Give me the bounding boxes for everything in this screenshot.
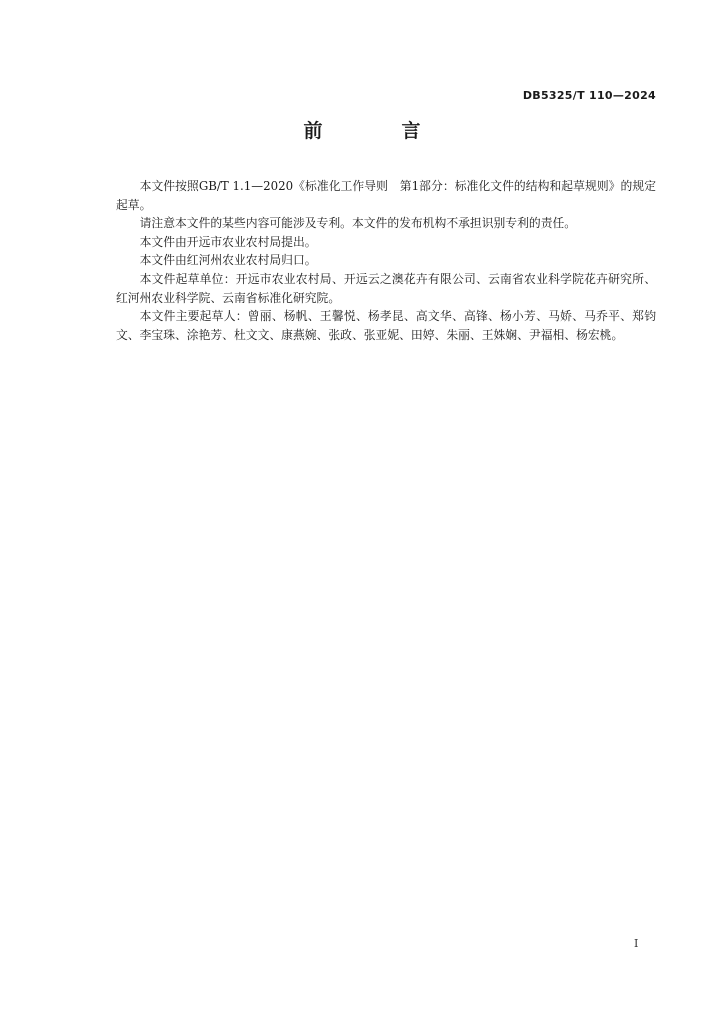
paragraph-patent-notice: 请注意本文件的某些内容可能涉及专利。本文件的发布机构不承担识别专利的责任。 [139,216,577,231]
paragraph-drafting-rules: 本文件按照GB/T 1.1—2020《标准化工作导则 第1部分：标准化文件的结构和起草规则》的规定起草。 [116,179,656,212]
foreword-body [116,177,656,344]
paragraph-drafting-units: 本文件起草单位：开远市农业农村局、开远云之澳花卉有限公司、云南省农业科学院花卉研究所、红河州农业科学院、云南省标准化研究院。 [116,271,656,305]
page-title: 前 言 [303,120,451,142]
page-number: I [634,937,639,950]
paragraph-proposer: 本文件由开远市农业农村局提出。 [139,234,317,249]
paragraph-drafters: 本文件主要起草人：曾丽、杨帆、王馨悦、杨孝昆、高文华、高锋、杨小芳、马娇、马乔平、郑钧文、李宝珠、涂艳芳、杜文文、康燕婉、张政、张亚妮、田婷、朱丽、王姝娴、尹福相、杨宏桃。 [116,309,656,342]
paragraph-administrator: 本文件由红河州农业农村局归口。 [139,253,317,268]
document-code: DB5325/T 110—2024 [522,89,656,102]
